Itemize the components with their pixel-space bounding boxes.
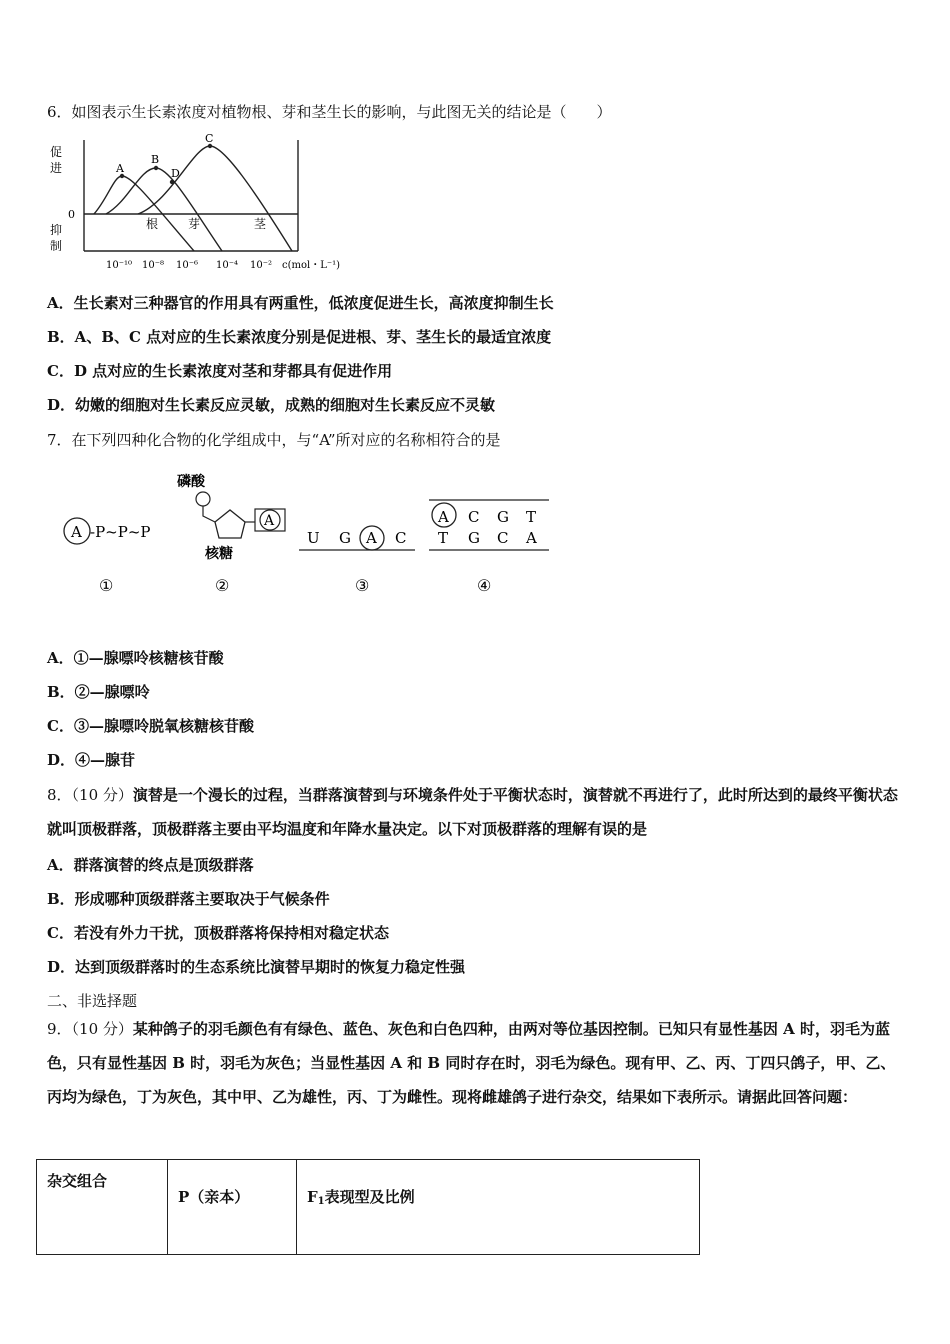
fig1-num: ① xyxy=(99,576,114,595)
point-label-c: C xyxy=(205,132,214,145)
fig2-link xyxy=(203,506,215,522)
q6-option-c: C．D 点对应的生长素浓度对茎和芽都具有促进作用 xyxy=(47,362,393,380)
curve-label-bud: 芽 xyxy=(188,217,201,231)
fig4-top-t: T xyxy=(526,508,537,526)
q7-option-b: B．②—腺嘌呤 xyxy=(47,683,150,701)
y-label-promote-1: 促 xyxy=(50,145,63,159)
fig4-bottom-g: G xyxy=(468,529,480,547)
q6-option-b: B．A、B、C 点对应的生长素浓度分别是促进根、芽、茎生长的最适宜浓度 xyxy=(47,328,552,346)
fig4-num: ④ xyxy=(477,576,492,595)
q7-figure xyxy=(55,466,555,601)
q8-paragraph xyxy=(47,778,907,846)
q7-stem: 7．在下列四种化合物的化学组成中，与“A”所对应的名称相符合的是 xyxy=(47,431,501,449)
section-heading: 二、非选择题 xyxy=(47,992,138,1010)
fig4-top-c: C xyxy=(468,508,480,526)
fig2-sugar-ring xyxy=(215,510,245,538)
q6-auxin-figure xyxy=(44,130,374,275)
fig3-base-g: G xyxy=(339,529,351,547)
y-label-inhibit-2: 制 xyxy=(50,239,63,253)
q8-option-c: C．若没有外力干扰，顶极群落将保持相对稳定状态 xyxy=(47,924,389,942)
q8-number: 8．（10 分） xyxy=(47,786,133,804)
cross-table xyxy=(36,1159,700,1255)
point-d-dot xyxy=(170,180,174,184)
y-label-promote-2: 进 xyxy=(50,161,63,175)
q7-option-c: C．③—腺嘌呤脱氧核糖核苷酸 xyxy=(47,717,254,735)
table-header-f1 xyxy=(297,1160,700,1255)
table-row xyxy=(37,1160,700,1255)
q6-option-a: A．生长素对三种器官的作用具有两重性，低浓度促进生长，高浓度抑制生长 xyxy=(47,294,554,312)
q9-number: 9．（10 分） xyxy=(47,1020,133,1038)
f1-main: F xyxy=(307,1188,318,1206)
curve-label-stem: 茎 xyxy=(254,217,267,231)
q6-option-d: D．幼嫩的细胞对生长素反应灵敏，成熟的细胞对生长素反应不灵敏 xyxy=(47,396,496,414)
fig4-top-a: A xyxy=(438,508,449,526)
fig2-sugar: 核糖 xyxy=(205,546,233,562)
fig3-base-u: U xyxy=(307,529,320,547)
fig4-top-g: G xyxy=(497,508,509,526)
q8-option-a: A．群落演替的终点是顶级群落 xyxy=(47,856,254,874)
stem-curve xyxy=(138,146,292,251)
table-header-cross: 杂交组合 xyxy=(37,1160,168,1255)
fig3-base-c: C xyxy=(395,529,407,547)
q8-option-b: B．形成哪种顶级群落主要取决于气候条件 xyxy=(47,890,330,908)
point-label-d: D xyxy=(171,167,180,180)
fig2-phosphate: 磷酸 xyxy=(177,474,205,490)
x-tick-2: 10⁻⁸ xyxy=(142,260,165,271)
table-header-parent: P（亲本） xyxy=(168,1160,297,1255)
fig1-chain: -P~P~P xyxy=(90,523,151,541)
fig3-base-a: A xyxy=(366,529,377,547)
x-tick-4: 10⁻⁴ xyxy=(216,260,239,271)
zero-label: 0 xyxy=(68,208,75,221)
point-label-a: A xyxy=(116,162,124,175)
q7-option-d: D．④—腺苷 xyxy=(47,751,136,769)
x-tick-5: 10⁻² xyxy=(250,260,273,271)
fig2-phosphate-circle xyxy=(196,492,210,506)
fig2-a: A xyxy=(264,513,275,529)
f1-rest: 表现型及比例 xyxy=(324,1188,415,1206)
x-tick-3: 10⁻⁶ xyxy=(176,260,199,271)
point-b-dot xyxy=(154,166,158,170)
fig4-bottom-t: T xyxy=(438,529,449,547)
fig4-bottom-a: A xyxy=(526,529,537,547)
q8-stem: 演替是一个漫长的过程，当群落演替到与环境条件处于平衡状态时，演替就不再进行了，此时所达到的最终平衡状态就叫顶极群落，顶极群落主要由平均温度和年降水量决定。以下对顶极群落的理解有误的是 xyxy=(47,786,898,838)
fig4-bottom-c: C xyxy=(497,529,509,547)
point-label-b: B xyxy=(151,153,160,166)
q9-stem: 某种鸽子的羽毛颜色有有绿色、蓝色、灰色和白色四种，由两对等位基因控制。已知只有显性基因 A 时，羽毛为蓝色，只有显性基因 B 时，羽毛为灰色；当显性基因 A 和 B 同时存在时，羽毛为绿色。现有甲、乙、丙、丁四只鸽子，甲、乙、丙均为绿色，丁为灰色，其中甲、乙为雄性，丙、丁为雌性。现将雌雄鸽子进行杂交，结果如下表所示。请据此回答问题： xyxy=(47,1020,896,1106)
y-label-inhibit-1: 抑 xyxy=(50,223,63,237)
q7-option-a: A．①—腺嘌呤核糖核苷酸 xyxy=(47,649,224,667)
q9-paragraph xyxy=(47,1012,907,1114)
curve-label-root: 根 xyxy=(146,217,159,231)
f1-sub: 1 xyxy=(317,1196,325,1207)
x-tick-1: 10⁻¹⁰ xyxy=(106,260,133,271)
fig1-a: A xyxy=(71,523,82,541)
q8-option-d: D．达到顶级群落时的生态系统比演替早期时的恢复力稳定性强 xyxy=(47,958,466,976)
x-unit: c(mol・L⁻¹) xyxy=(282,260,341,271)
q6-stem: 6．如图表示生长素浓度对植物根、芽和茎生长的影响，与此图无关的结论是（ ） xyxy=(47,103,612,121)
fig2-num: ② xyxy=(215,576,230,595)
bud-curve xyxy=(106,168,222,251)
fig3-num: ③ xyxy=(355,576,370,595)
